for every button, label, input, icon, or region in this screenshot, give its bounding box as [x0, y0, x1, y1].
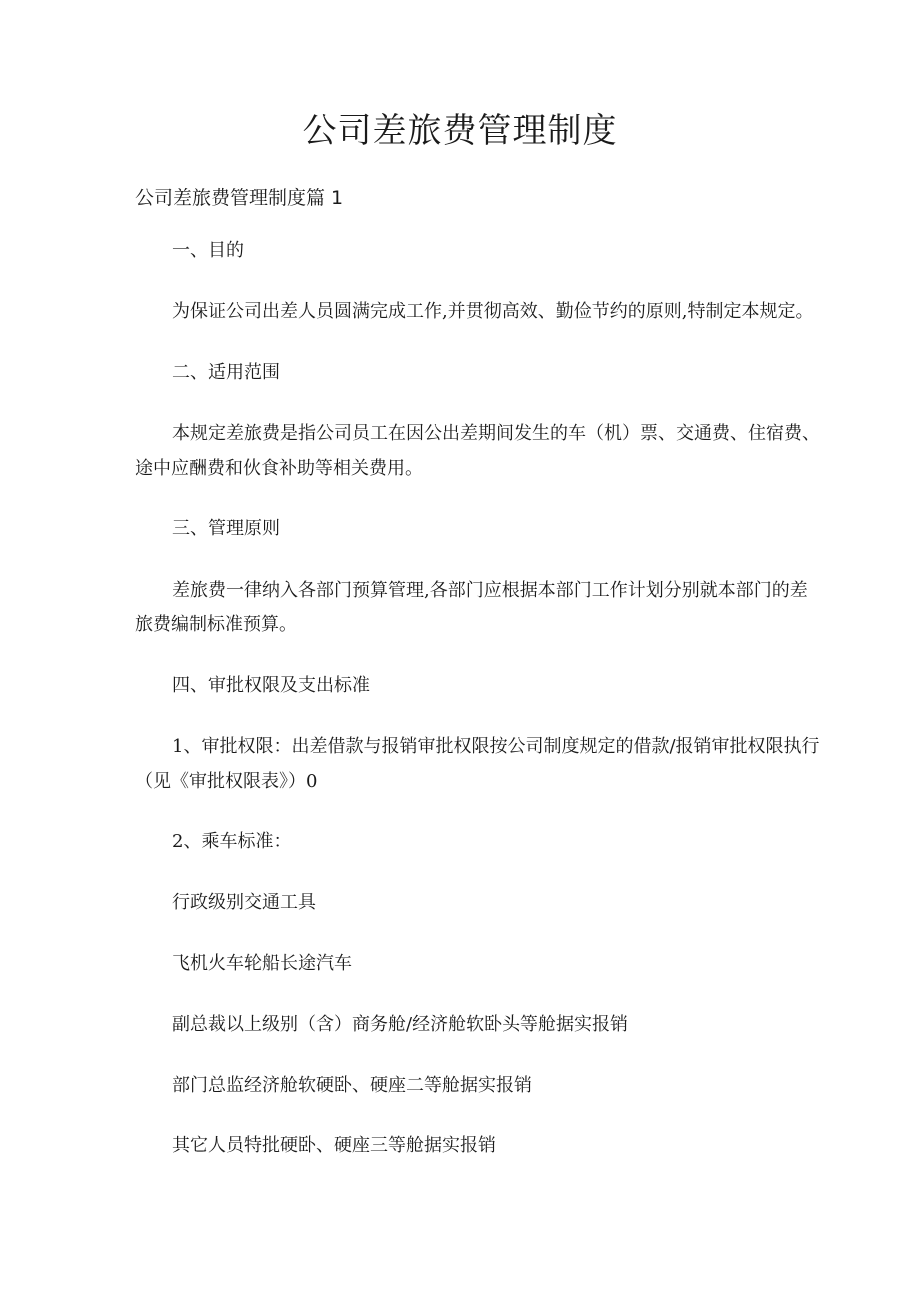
table-header-vehicles: 飞机火车轮船长途汽车: [172, 953, 352, 974]
table-row-director: 部门总监经济舱软硬卧、硬座二等舱据实报销: [172, 1075, 532, 1096]
section-text-scope-line1: 本规定差旅费是指公司员工在因公出差期间发生的车（机）票、交通费、住宿费、: [172, 423, 820, 444]
section-heading-approval: 四、审批权限及支出标准: [172, 675, 370, 696]
item-approval-line2: （见《审批权限表》）0: [135, 771, 318, 792]
table-header-rank: 行政级别交通工具: [172, 892, 316, 913]
section-text-principles-line2: 旅费编制标准预算。: [135, 614, 297, 635]
document-title: 公司差旅费管理制度: [302, 111, 618, 151]
section-text-principles-line1: 差旅费一律纳入各部门预算管理,各部门应根据本部门工作计划分别就本部门的差: [172, 580, 808, 601]
item-transport-heading: 2、乘车标准：: [172, 831, 292, 852]
section-heading-scope: 二、适用范围: [172, 362, 280, 383]
document-subtitle: 公司差旅费管理制度篇 1: [135, 187, 344, 209]
section-text-scope-line2: 途中应酬费和伙食补助等相关费用。: [135, 458, 423, 479]
section-heading-purpose: 一、目的: [172, 240, 244, 261]
table-row-others: 其它人员特批硬卧、硬座三等舱据实报销: [172, 1135, 496, 1156]
section-text-purpose: 为保证公司出差人员圆满完成工作,并贯彻高效、勤俭节约的原则,特制定本规定。: [172, 301, 814, 322]
section-heading-principles: 三、管理原则: [172, 518, 280, 539]
table-row-vp: 副总裁以上级别（含）商务舱/经济舱软卧头等舱据实报销: [172, 1014, 629, 1035]
item-approval-line1: 1、审批权限：出差借款与报销审批权限按公司制度规定的借款/报销审批权限执行: [172, 736, 820, 757]
